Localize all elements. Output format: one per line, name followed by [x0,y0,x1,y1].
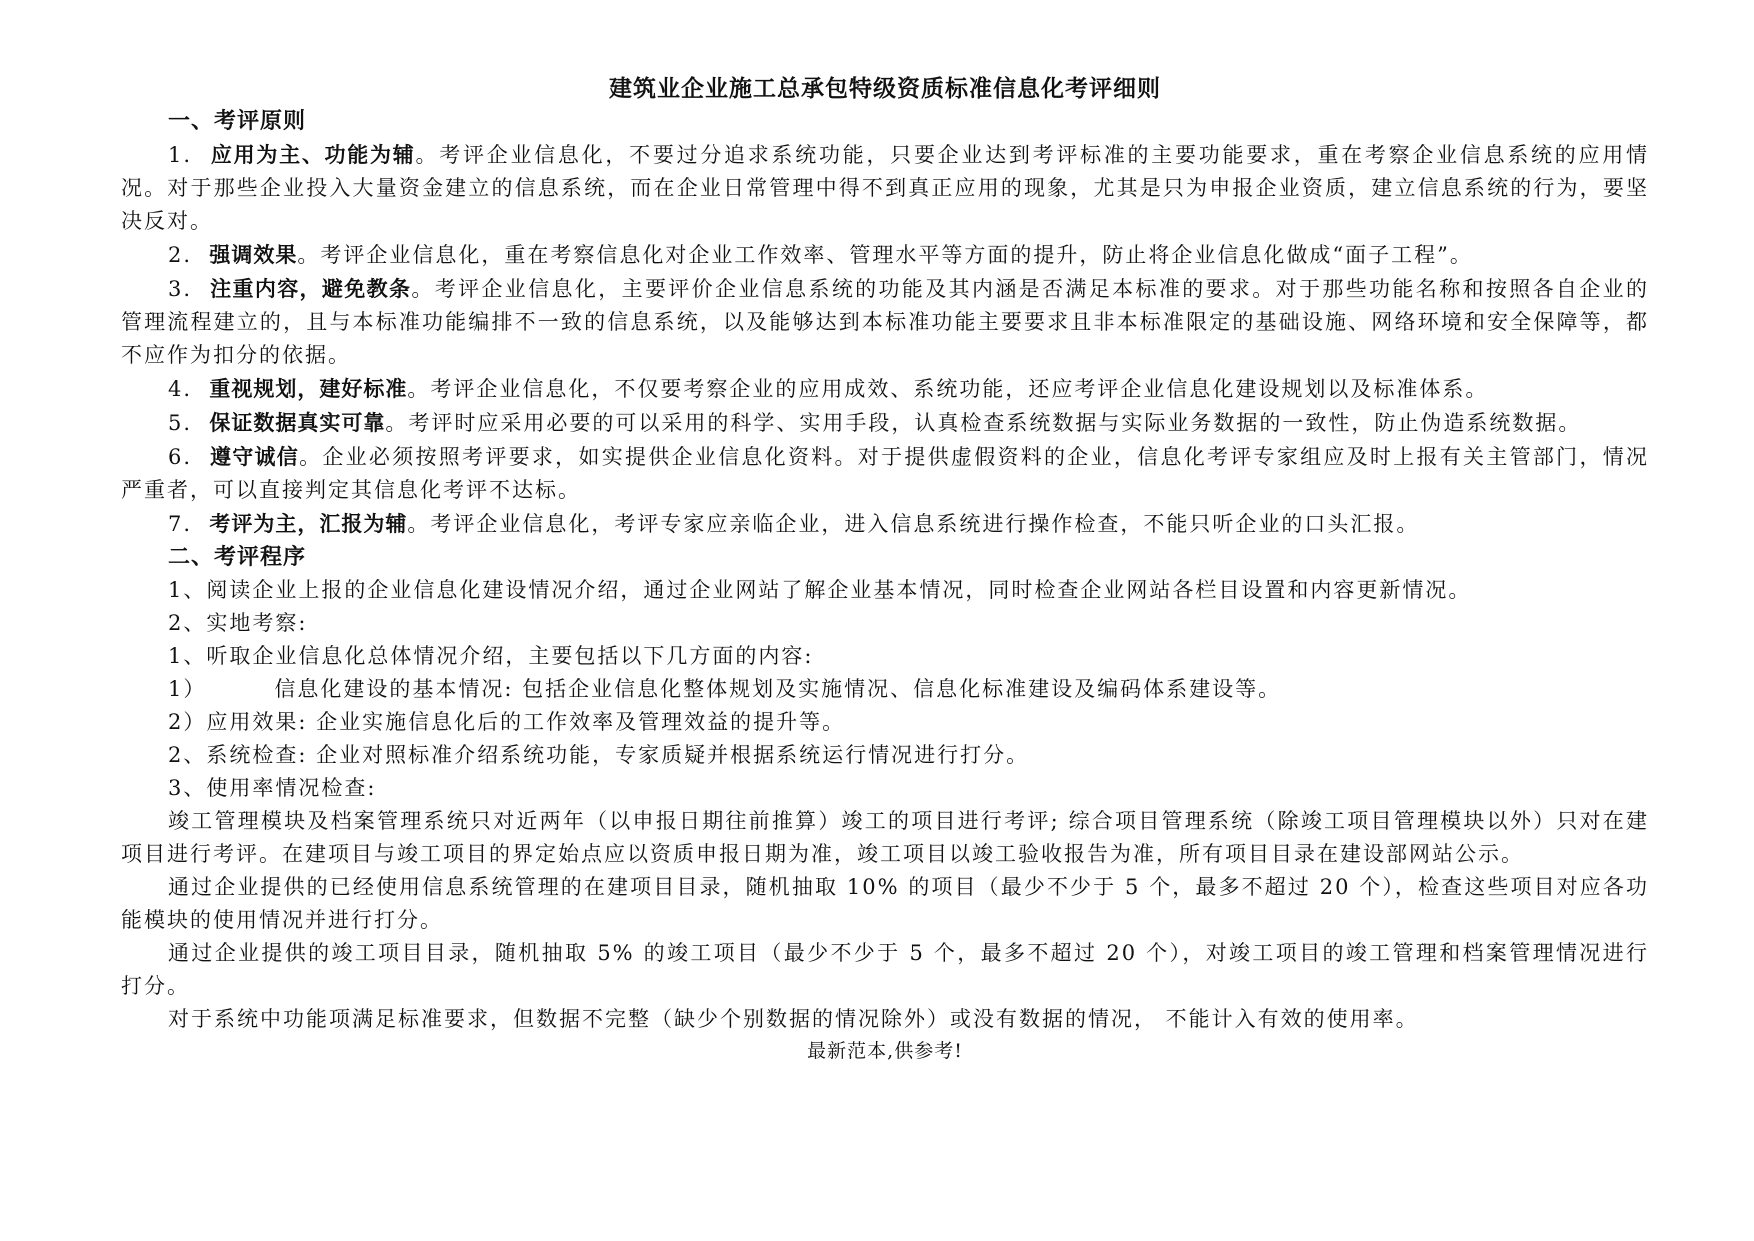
principle-number: 5. [168,411,193,435]
principle-text: 。考评企业信息化，考评专家应亲临企业，进入信息系统进行操作检查，不能只听企业的口头汇报。 [407,512,1420,536]
principle-number: 7. [168,512,193,536]
document-title: 建筑业企业施工总承包特级资质标准信息化考评细则 [609,75,1161,102]
principle-heading: 应用为主、功能为辅 [210,142,416,167]
principle-number: 3. [168,277,193,301]
item-number: 1） [168,677,207,701]
principle-text: 。考评企业信息化，重在考察信息化对企业工作效率、管理水平等方面的提升，防止将企业信息化做成“面子工程”。 [297,243,1473,267]
usage-paragraph-2: 通过企业提供的已经使用信息系统管理的在建项目目录，随机抽取 10% 的项目（最少不少于 5 个，最多不超过 20 个），检查这些项目对应各功能模块的使用情况并进行打分。 [121,875,1649,932]
principle-number: 4. [168,377,193,401]
principle-heading: 遵守诚信 [209,444,300,469]
principle-2 [121,238,1649,272]
document-body [121,72,1649,1066]
principle-6 [121,440,1649,507]
principle-text: 。考评企业信息化，不仅要考察企业的应用成效、系统功能，还应考评企业信息化建设规划以及标准体系。 [407,377,1489,401]
principle-5 [121,406,1649,440]
principle-text: 。企业必须按照考评要求，如实提供企业信息化资料。对于提供虚假资料的企业，信息化考评专家组应及时上报有关主管部门，情况严重者，可以直接判定其信息化考评不达标。 [121,445,1650,502]
procedure-sub-3: 3、使用率情况检查: [168,776,377,800]
usage-paragraph-3: 通过企业提供的竣工项目目录，随机抽取 5% 的竣工项目（最少不少于 5 个，最多不超过 20 个），对竣工项目的竣工管理和档案管理情况进行打分。 [121,941,1649,998]
section-heading-principles: 一、考评原则 [168,108,307,134]
footer-note: 最新范本,供参考! [807,1040,963,1062]
principle-number: 2. [168,243,193,267]
principle-heading: 强调效果 [209,242,298,267]
item-text: 信息化建设的基本情况: 包括企业信息化整体规划及实施情况、信息化标准建设及编码体系建设等。 [274,677,1282,701]
principle-3 [121,272,1649,372]
procedure-step-1: 1、阅读企业上报的企业信息化建设情况介绍，通过企业网站了解企业基本情况，同时检查企业网站各栏目设置和内容更新情况。 [168,578,1472,602]
procedure-sub-1b: 2）应用效果: 企业实施信息化后的工作效率及管理效益的提升等。 [168,710,846,734]
principle-heading: 注重内容，避免教条 [210,276,412,301]
usage-paragraph-1: 竣工管理模块及档案管理系统只对近两年（以申报日期往前推算）竣工的项目进行考评; 综合项目管理系统（除竣工项目管理模块以外）只对在建项目进行考评。在建项目与竣工项目的界定始点应以资质申报日期为准，竣工项目以竣工验收报告为准，所有项目目录在建设部网站公示。 [121,809,1649,866]
principle-text: 。考评企业信息化，主要评价企业信息系统的功能及其内涵是否满足本标准的要求。对于那些功能名称和按照各自企业的管理流程建立的，且与本标准功能编排不一致的信息系统，以及能够达到本标准功能主要要求且非本标准限定的基础设施、网络环境和安全保障等，都不应作为扣分的依据。 [121,277,1650,367]
principle-4 [121,372,1649,406]
procedure-sub-1a [121,673,1649,706]
usage-paragraph-4: 对于系统中功能项满足标准要求，但数据不完整（缺少个别数据的情况除外）或没有数据的情况， 不能计入有效的使用率。 [168,1007,1419,1031]
principle-heading: 重视规划，建好标准 [209,376,408,401]
procedure-sub-2: 2、系统检查: 企业对照标准介绍系统功能，专家质疑并根据系统运行情况进行打分。 [168,743,1030,767]
principle-number: 1. [168,143,193,167]
principle-heading: 考评为主，汇报为辅 [209,511,408,536]
section-heading-procedure: 二、考评程序 [168,544,307,570]
principle-number: 6. [168,445,193,469]
procedure-step-2: 2、实地考察: [168,611,308,635]
principle-text: 。考评企业信息化，不要过分追求系统功能，只要企业达到考评标准的主要功能要求，重在考察企业信息系统的应用情况。对于那些企业投入大量资金建立的信息系统，而在企业日常管理中得不到真正应用的现象，尤其是只为申报企业资质，建立信息系统的行为，要坚决反对。 [121,143,1649,233]
principle-7 [121,507,1649,541]
principle-1 [121,138,1649,238]
procedure-sub-1: 1、听取企业信息化总体情况介绍，主要包括以下几方面的内容: [168,644,814,668]
principle-heading: 保证数据真实可靠 [209,410,386,435]
principle-text: 。考评时应采用必要的可以采用的科学、实用手段，认真检查系统数据与实际业务数据的一致性，防止伪造系统数据。 [385,411,1582,435]
